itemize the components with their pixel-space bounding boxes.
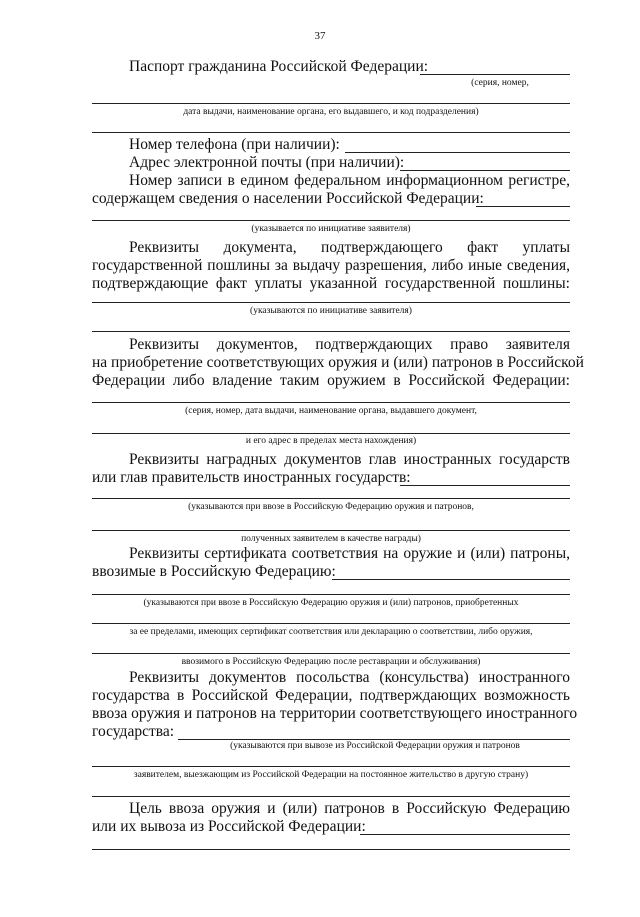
awards-line-extra[interactable]	[92, 498, 570, 499]
certificate-line-extra[interactable]	[92, 594, 570, 595]
fee-line-1: Реквизиты документа, подтверждающего факт уплаты	[129, 239, 570, 256]
fee-field-line[interactable]	[92, 302, 570, 303]
awards-hint-1: (указываются при ввозе в Российскую Федерацию оружия и патронов,	[188, 502, 474, 512]
certificate-line-1: Реквизиты сертификата соответствия на оружие и (или) патроны,	[129, 545, 570, 562]
passport-hint-1: (серия, номер,	[471, 78, 529, 88]
awards-field-line[interactable]	[400, 485, 570, 486]
certificate-line-2: ввозимые в Российскую Федерацию:	[92, 563, 336, 580]
embassy-hint-1: (указываются при вывозе из Российской Федерации оружия и патронов	[230, 741, 520, 751]
purpose-line-1: Цель ввоза оружия и (или) патронов в Российскую Федерацию	[129, 800, 570, 817]
phone-label: Номер телефона (при наличии):	[129, 136, 340, 153]
certificate-line-extra-3[interactable]	[92, 653, 570, 654]
awards-line-extra-2[interactable]	[92, 530, 570, 531]
registry-line-1: Номер записи в едином федеральном информационном регистре,	[129, 172, 570, 189]
purpose-line-2: или их вывоза из Российской Федерации:	[92, 818, 366, 835]
rights-hint-1: (серия, номер, дата выдачи, наименование органа, выдавшего документ,	[185, 406, 477, 416]
registry-line-extra[interactable]	[92, 220, 570, 221]
passport-line-3[interactable]	[92, 132, 570, 133]
rights-line-1: Реквизиты документов, подтверждающих право заявителя	[129, 336, 570, 353]
purpose-line-extra[interactable]	[92, 849, 570, 850]
embassy-line-4: государства:	[92, 723, 175, 740]
passport-line-2[interactable]	[92, 103, 570, 104]
fee-line-2: государственной пошлины за выдачу разрешения, либо иные сведения,	[92, 257, 570, 274]
rights-line-2: на приобретение соответствующих оружия и (или) патронов в Российской	[92, 354, 584, 371]
awards-line-1: Реквизиты наградных документов глав иностранных государств	[129, 451, 570, 468]
phone-field-line[interactable]	[345, 152, 570, 153]
registry-hint: (указывается по инициативе заявителя)	[251, 224, 411, 234]
embassy-field-line[interactable]	[178, 739, 570, 740]
certificate-line-extra-2[interactable]	[92, 623, 570, 624]
registry-line-2: содержащем сведения о населении Российской Федерации:	[92, 190, 484, 207]
passport-field-line[interactable]	[420, 74, 570, 75]
rights-hint-2: и его адрес в пределах места нахождения)	[245, 436, 417, 446]
passport-label: Паспорт гражданина Российской Федерации:	[129, 58, 429, 75]
rights-field-line[interactable]	[92, 402, 570, 403]
embassy-line-1: Реквизиты документов посольства (консульства) иностранного	[129, 669, 570, 686]
fee-hint: (указываются по инициативе заявителя)	[250, 306, 412, 316]
embassy-line-2: государства в Российской Федерации, подтверждающих возможность	[92, 687, 570, 704]
awards-hint-2: полученных заявителем в качестве награды)	[241, 534, 421, 544]
email-field-line[interactable]	[400, 170, 570, 171]
certificate-hint-1: (указываются при ввозе в Российскую Федерацию оружия и (или) патронов, приобретенных	[143, 598, 519, 608]
rights-line-3: Федерации либо владение таким оружием в Российской Федерации:	[92, 372, 570, 389]
passport-hint-2: дата выдачи, наименование органа, его выдавшего, и код подразделения)	[183, 107, 479, 117]
email-label: Адрес электронной почты (при наличии):	[129, 154, 405, 171]
registry-field-line[interactable]	[476, 206, 570, 207]
certificate-hint-2: за ее пределами, имеющих сертификат соответствия или декларацию о соответствии, либо оружия,	[129, 627, 533, 637]
embassy-line-extra[interactable]	[92, 766, 570, 767]
purpose-field-line[interactable]	[360, 834, 570, 835]
fee-line-extra[interactable]	[92, 331, 570, 332]
rights-line-extra[interactable]	[92, 433, 570, 434]
embassy-line-extra-2[interactable]	[92, 796, 570, 797]
certificate-field-line[interactable]	[332, 579, 570, 580]
page-number: 37	[314, 30, 326, 42]
awards-line-2: или глав правительств иностранных государств:	[92, 469, 411, 486]
fee-line-3: подтверждающие факт уплаты указанной государственной пошлины:	[92, 275, 570, 292]
embassy-line-3: ввоза оружия и патронов на территории соответствующего иностранного	[92, 705, 578, 722]
certificate-hint-3: ввозимого в Российскую Федерацию после реставрации и обслуживания)	[181, 657, 481, 667]
embassy-hint-2: заявителем, выезжающим из Российской Федерации на постоянное жительство в другую страну)	[133, 770, 529, 780]
